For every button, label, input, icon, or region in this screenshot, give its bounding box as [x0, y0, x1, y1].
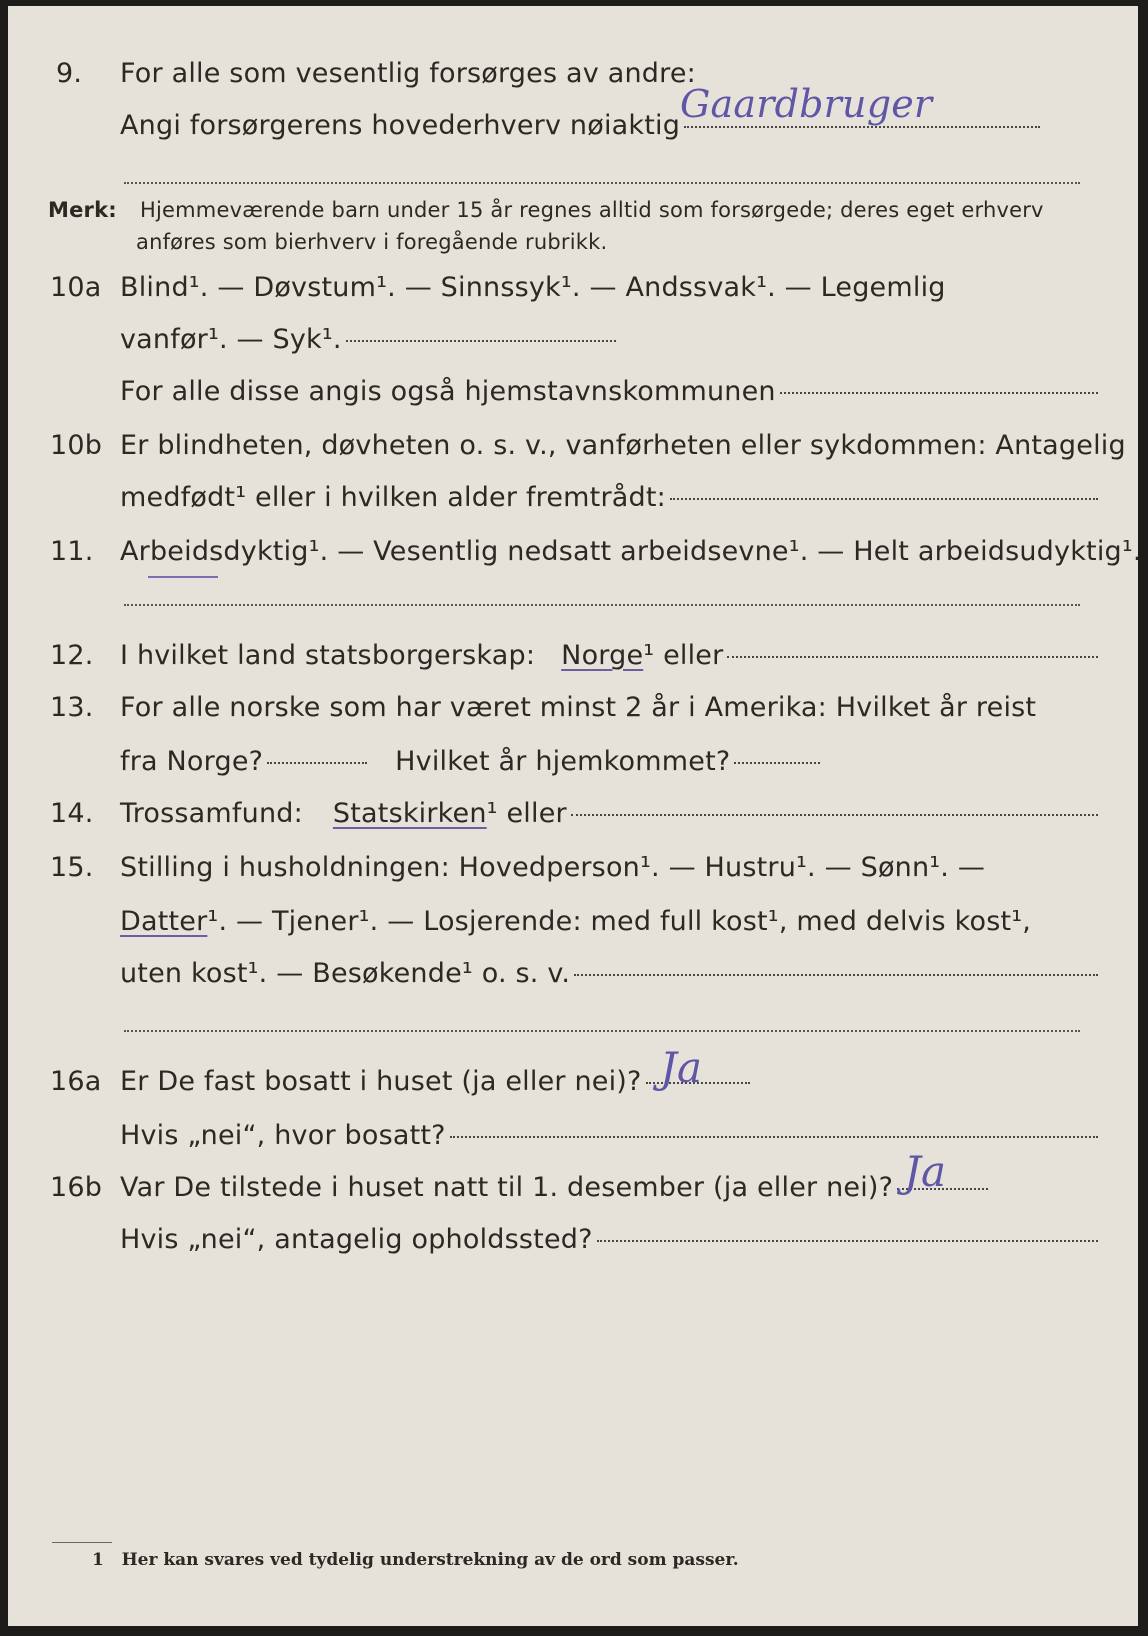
q16a-line2 [8, 1116, 1138, 1156]
q9-number: 9. [56, 58, 83, 89]
q13-departed-prompt: fra Norge? [120, 746, 264, 777]
q10a-text1: Blind¹. — Døvstum¹. — Sinnssyk¹. — Andssvak¹. — Legemlig [120, 272, 946, 303]
q10b-line2 [8, 478, 1138, 518]
q15-text2-rest: ¹. — Tjener¹. — Losjerende: med full kost¹, med delvis kost¹, [207, 906, 1032, 937]
footnote-mark: 1 [92, 1550, 104, 1570]
q10b-answer-line[interactable] [670, 498, 1098, 500]
q15-number: 15. [50, 852, 94, 883]
q11-text: Arbeidsdyktig¹. — Vesentlig nedsatt arbeidsevne¹. — Helt arbeidsudyktig¹. [120, 536, 1142, 567]
q12-answer-line[interactable] [727, 656, 1098, 658]
q16b-number: 16b [50, 1172, 103, 1203]
q11-separator [124, 604, 1080, 606]
merk-label: Merk: [48, 198, 117, 222]
q10b-text2: medfødt¹ eller i hvilken alder fremtrådt: [120, 482, 666, 513]
q15-option-datter[interactable]: Datter [120, 906, 208, 937]
q13-text1: For alle norske som har været minst 2 år i Amerika: Hvilket år reist [120, 692, 1037, 723]
q16b-prompt: Var De tilstede i huset natt til 1. desember (ja eller nei)? [120, 1172, 894, 1203]
q12-eller: ¹ eller [643, 640, 724, 671]
q12-number: 12. [50, 640, 94, 671]
q10a-line3 [8, 372, 1138, 412]
q13-number: 13. [50, 692, 94, 723]
q16a-line1 [8, 1043, 1138, 1102]
q9-separator [124, 182, 1080, 184]
q12-option-norge[interactable]: Norge [561, 640, 644, 671]
merk-text2: anføres som bierhverv i foregående rubrikk. [136, 230, 608, 254]
q10a-text3: For alle disse angis også hjemstavnskommunen [120, 376, 776, 407]
q13-returned-prompt: Hvilket år hjemkommet? [395, 746, 731, 777]
q9-handwritten-answer: Gaardbruger [680, 82, 933, 126]
q16b-line2 [8, 1220, 1138, 1260]
q16b-line1 [8, 1147, 1138, 1208]
q15-text2 [120, 902, 1031, 942]
q13-line2 [8, 742, 1138, 782]
q15-separator [124, 1030, 1080, 1032]
q14-option-statskirken[interactable]: Statskirken [332, 798, 487, 829]
q15-line3 [8, 954, 1138, 994]
q10b-text1: Er blindheten, døvheten o. s. v., vanførheten eller sykdommen: Antagelig [120, 430, 1126, 461]
q16a-prompt: Er De fast bosatt i huset (ja eller nei)? [120, 1066, 642, 1097]
q12-prompt: I hvilket land statsborgerskap: [120, 640, 536, 671]
q9-prompt: Angi forsørgerens hovederhverv nøiaktig [120, 110, 681, 141]
q9-line2 [8, 82, 1138, 146]
q14-prompt: Trossamfund: [120, 798, 303, 829]
q14-eller: ¹ eller [486, 798, 567, 829]
q16a-followup: Hvis „nei“, hvor bosatt? [120, 1120, 446, 1151]
q15-answer-line[interactable] [574, 974, 1098, 976]
q10a-line2 [8, 320, 1138, 360]
q11-pen-mark [148, 576, 218, 578]
q14-line [8, 794, 1138, 834]
q11-number: 11. [50, 536, 94, 567]
q10b-number: 10b [50, 430, 103, 461]
q10a-text2: vanfør¹. — Syk¹. [120, 324, 342, 355]
footnote [92, 1550, 739, 1570]
q13-returned-line[interactable] [734, 762, 820, 764]
q10a-hometown-line[interactable] [780, 392, 1098, 394]
q16a-followup-line[interactable] [450, 1136, 1098, 1138]
q9-answer-line[interactable] [684, 126, 1040, 128]
q13-departed-line[interactable] [267, 762, 367, 764]
q14-answer-line[interactable] [571, 814, 1098, 816]
q16a-number: 16a [50, 1066, 102, 1097]
footnote-text: Her kan svares ved tydelig understrekning av de ord som passer. [121, 1550, 739, 1570]
q9-question: For alle som vesentlig forsørges av andre: [120, 58, 696, 89]
q12-line [8, 636, 1138, 676]
q15-text3: uten kost¹. — Besøkende¹ o. s. v. [120, 958, 571, 989]
merk-text1: Hjemmeværende barn under 15 år regnes alltid som forsørgede; deres eget erhverv [140, 198, 1044, 222]
q16b-followup-line[interactable] [597, 1240, 1098, 1242]
q16b-handwritten-answer: Ja [904, 1147, 947, 1196]
q16b-followup: Hvis „nei“, antagelig opholdssted? [120, 1224, 593, 1255]
census-form-page [8, 6, 1142, 1626]
footnote-rule [52, 1542, 112, 1543]
q10a-answer-line[interactable] [346, 340, 616, 342]
q10a-number: 10a [50, 272, 102, 303]
q15-text1: Stilling i husholdningen: Hovedperson¹. — Hustru¹. — Sønn¹. — [120, 852, 986, 883]
q14-number: 14. [50, 798, 94, 829]
q16a-handwritten-answer: Ja [660, 1043, 703, 1092]
